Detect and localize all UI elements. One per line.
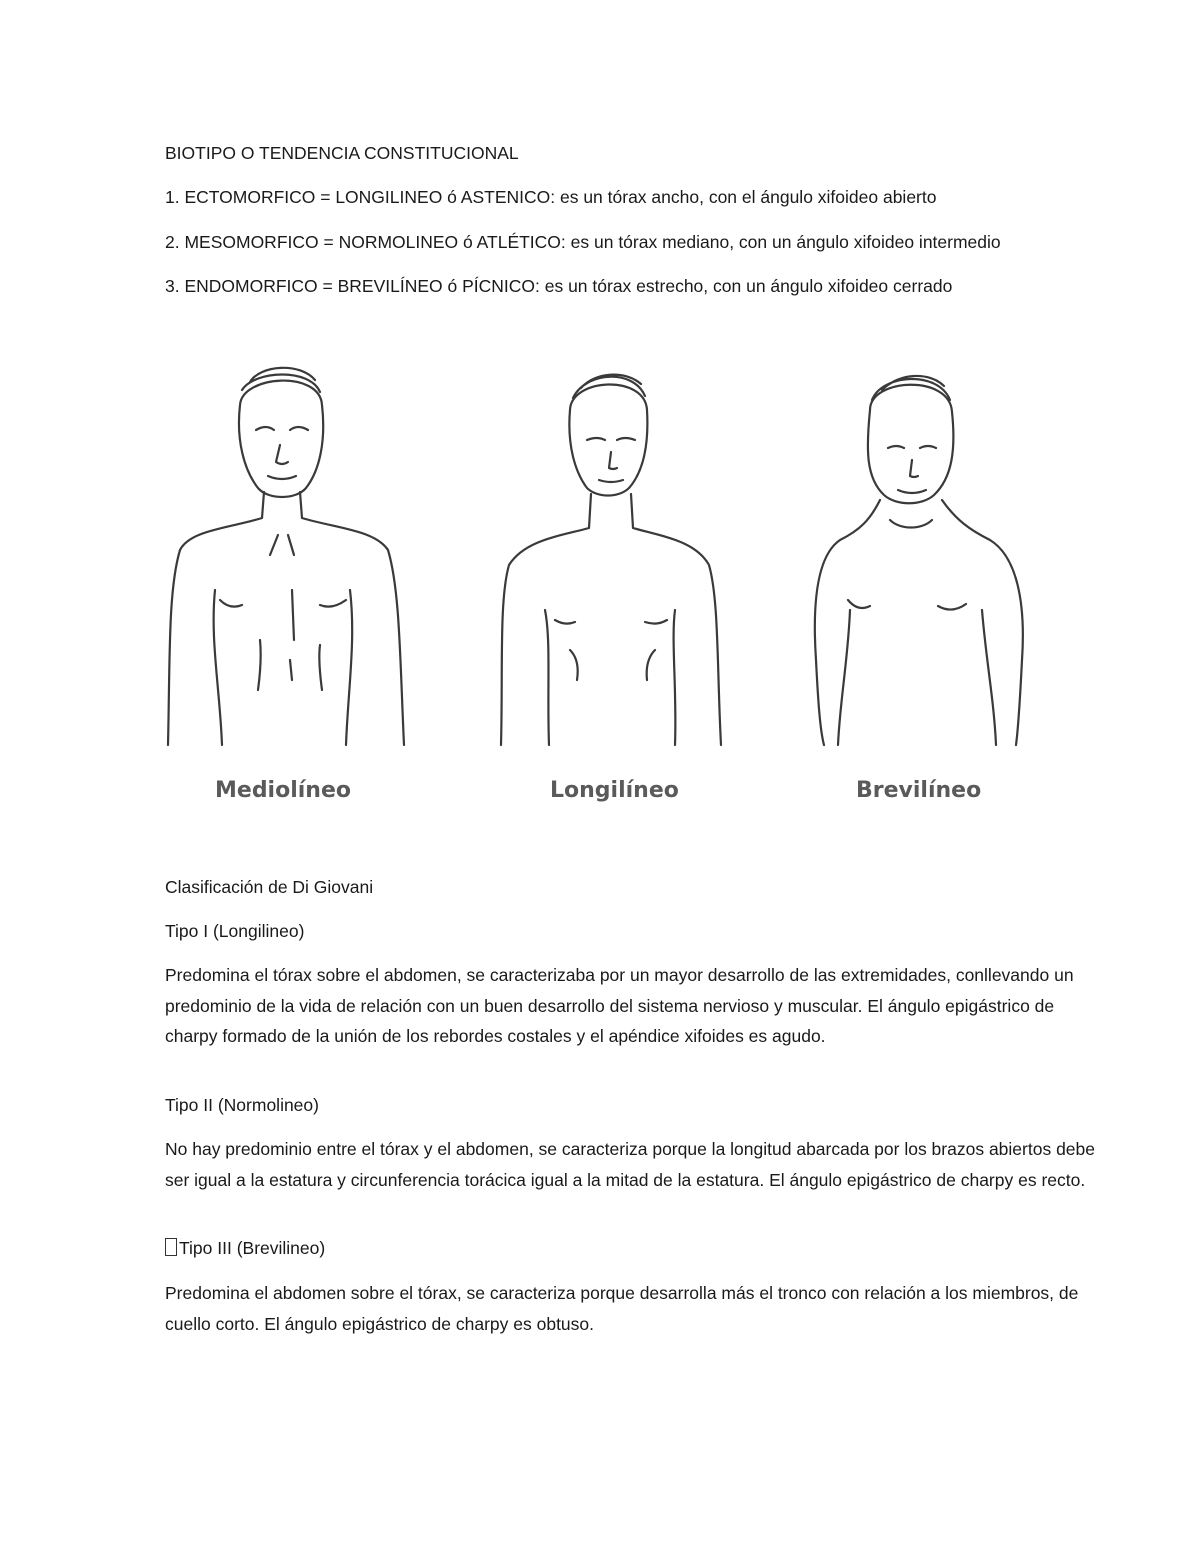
type-1-description: Predomina el tórax sobre el abdomen, se caracterizaba por un mayor desarrollo de las extremidades, conllevando un predominio de la vida de relación con un buen desarrollo del sistema nervioso y muscular. El ángulo epigástrico de charpy formado de la unión de los rebordes costales y el apéndice xifoides es agudo. [165, 965, 1074, 1046]
label-longilineo: Longilíneo [550, 778, 679, 803]
type-2-description: No hay predominio entre el tórax y el abdomen, se caracteriza porque la longitud abarcada por los brazos abiertos debe ser igual a la estatura y circunferencia torácica igual a la mitad de la estatura. El ángulo epigástrico de charpy es recto. [165, 1139, 1095, 1190]
type-3-title: Tipo III (Brevilineo) [179, 1238, 326, 1258]
biotype-item-1: 1. ECTOMORFICO = LONGILINEO ó ASTENICO: es un tórax ancho, con el ángulo xifoideo abierto [165, 187, 937, 207]
longilineo-figure [501, 375, 721, 745]
mediolineo-figure [168, 368, 404, 745]
missing-glyph-icon [165, 1238, 177, 1256]
biotype-item-3: 3. ENDOMORFICO = BREVILÍNEO ó PÍCNICO: es un tórax estrecho, con un ángulo xifoideo cerrado [165, 276, 953, 296]
brevilineo-figure [815, 376, 1023, 745]
document-title: BIOTIPO O TENDENCIA CONSTITUCIONAL [165, 143, 519, 163]
label-brevilineo: Brevilíneo [856, 778, 982, 803]
type-2-title: Tipo II (Normolineo) [165, 1095, 319, 1115]
type-3-title-row [165, 1233, 1105, 1263]
type-3-description: Predomina el abdomen sobre el tórax, se caracteriza porque desarrolla más el tronco con relación a los miembros, de cuello corto. El ángulo epigástrico de charpy es obtuso. [165, 1283, 1079, 1334]
classification-heading: Clasificación de Di Giovani [165, 877, 374, 897]
body-types-illustration [160, 360, 1040, 820]
label-mediolineo: Mediolíneo [215, 778, 351, 803]
biotype-item-2: 2. MESOMORFICO = NORMOLINEO ó ATLÉTICO: es un tórax mediano, con un ángulo xifoideo intermedio [165, 232, 1001, 252]
body-types-drawing [160, 360, 1040, 820]
type-1-title: Tipo I (Longilineo) [165, 921, 305, 941]
